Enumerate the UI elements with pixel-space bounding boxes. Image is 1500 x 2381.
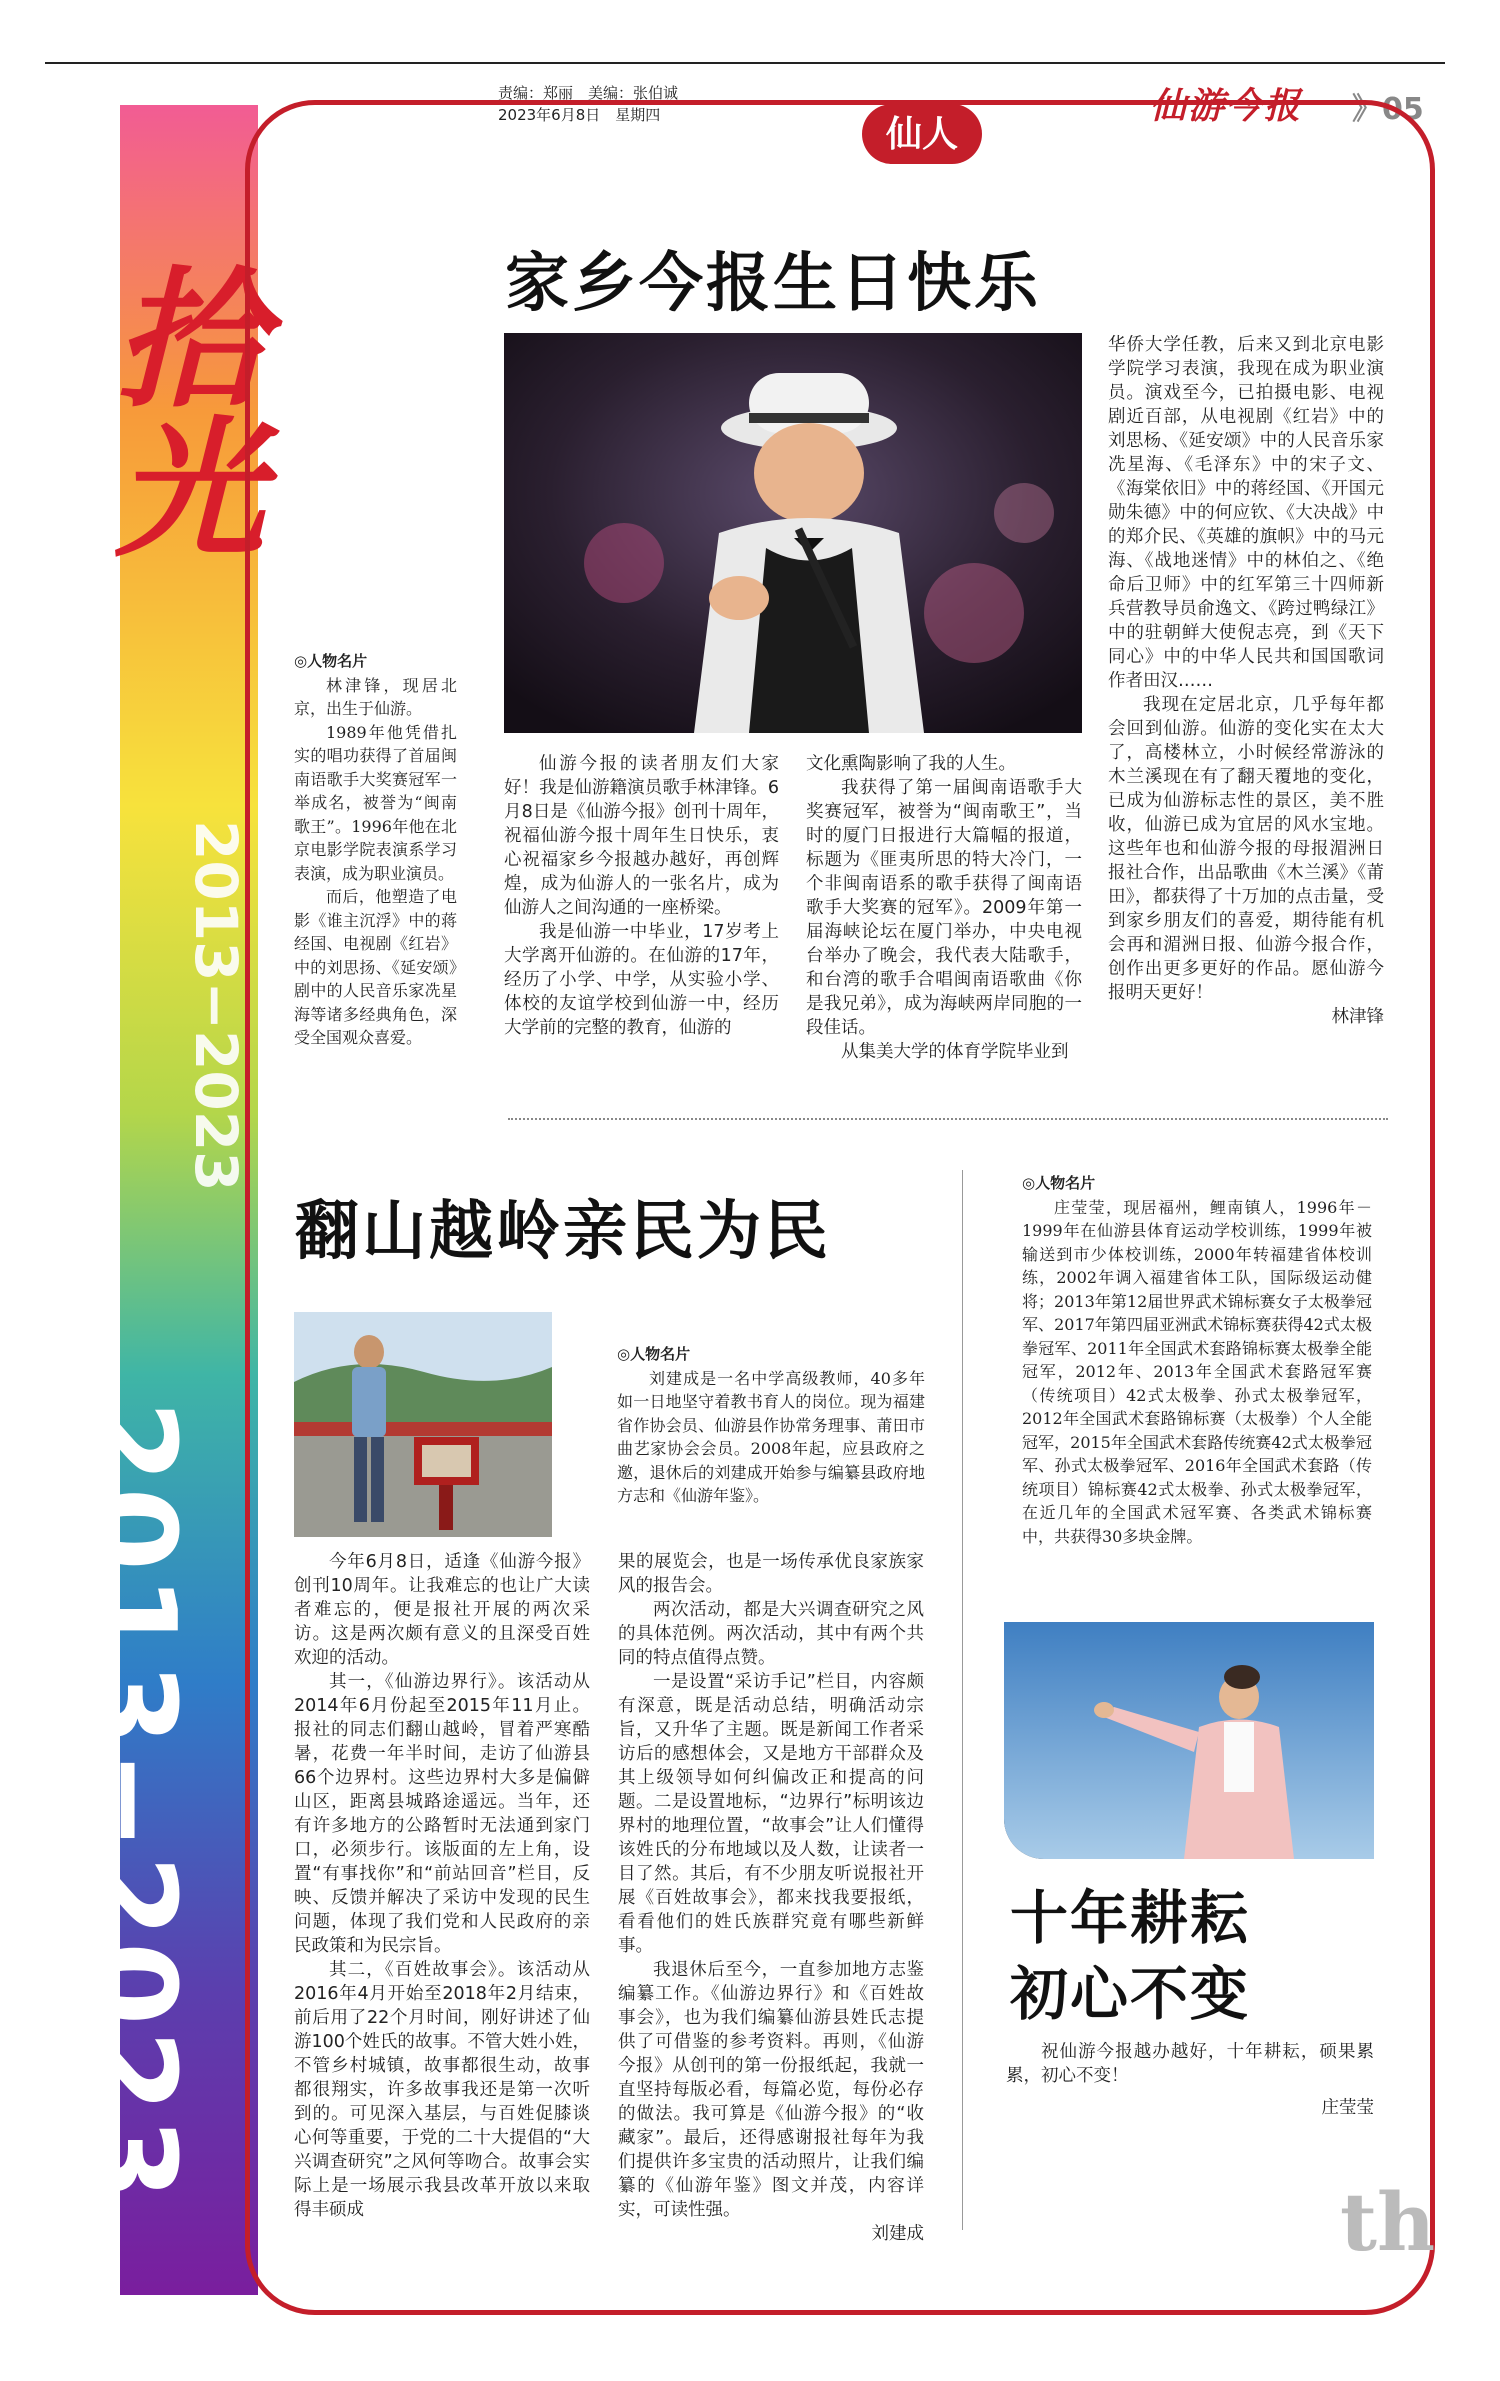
paragraph: 我获得了第一届闽南语歌手大奖赛冠军，被誉为“闽南歌王”，当时的厦门日报进行大篇幅的报道，标题为《匪夷所思的特大冷门，一个非闽南语系的歌手获得了闽南语歌手大奖赛的冠军》。2009年第一届海峡论坛在厦门举办，中央电视台举办了晚会，我代表大陆歌手，和台湾的歌手合唱闽南语歌曲《你是我兄弟》，成为海峡两岸同胞的一段佳话。 — [806, 778, 1082, 1038]
profile-paragraph: 林津锋，现居北京，出生于仙游。 — [294, 675, 457, 718]
paragraph: 其一，《仙游边界行》。该活动从2014年6月份起至2015年11月止。报社的同志们翻山越岭，冒着严寒酷暑，花费一年半时间，走访了仙游县66个边界村。这些边界村大多是偏僻山区，距离县城路途遥远。当年，还有许多地方的公路暂时无法通到家门口，必须步行。该版面的左上角，设置“有事找你”和“前站回音”栏目，反映、反馈并解决了采访中发现的民生问题，体现了我们党和人民政府的亲民政策和为民宗旨。 — [294, 1672, 590, 1956]
calligraphy-text: 拾光 — [89, 260, 265, 560]
article1-column-1 — [504, 752, 779, 1040]
profile-heading: ◎人物名片 — [1022, 1174, 1096, 1192]
teacher-photo-graphic — [294, 1312, 552, 1537]
article2-column-2 — [618, 1550, 924, 2246]
article3-title — [1010, 1880, 1250, 2032]
paragraph: 我是仙游一中毕业，17岁考上大学离开仙游的。在仙游的17年，经历了小学、中学，从实验小学、体校的友谊学校到仙游一中，经历大学前的完整的教育，仙游的 — [504, 922, 779, 1038]
top-rule — [45, 62, 1445, 64]
article3-title-line2: 初心不变 — [1010, 1960, 1251, 2028]
profile-heading: ◎人物名片 — [617, 1345, 691, 1363]
date-line: 2023年6月8日 星期四 — [498, 106, 661, 124]
article3-profile — [1022, 1172, 1372, 1548]
editors-line: 责编：郑丽 美编：张伯诚 — [498, 84, 679, 102]
calligraphy-title — [89, 260, 265, 560]
section-tag: 仙人 — [862, 104, 982, 164]
paragraph: 今年6月8日，适逢《仙游今报》创刊10周年。让我难忘的也让广大读者难忘的，便是报社开展的两次采访。这是两次颇有意义的且深受百姓欢迎的活动。 — [294, 1552, 590, 1668]
singer-photo — [504, 333, 1082, 733]
newspaper-brand: 仙游今报 — [1150, 85, 1303, 127]
article1-profile — [294, 650, 457, 1050]
paragraph: 祝仙游今报越办越好，十年耕耘，硕果累累，初心不变！ — [1006, 2042, 1374, 2086]
profile-heading: ◎人物名片 — [294, 652, 368, 670]
teacher-photo — [294, 1312, 552, 1537]
taichi-photo — [1004, 1622, 1374, 1859]
article3-title-line1: 十年耕耘 — [1010, 1884, 1251, 1952]
section-divider — [508, 1118, 1388, 1120]
paragraph: 其二，《百姓故事会》。该活动从2016年4月开始至2018年2月结束，前后用了22个月时间，刚好讲述了仙游100个姓氏的故事。不管大姓小姓，不管乡村城镇，故事都很生动，故事都很翔实，许多故事我还是第一次听到的。可见深入基层，与百姓促膝谈心何等重要，于党的二十大提倡的“大兴调查研究”之风何等吻合。故事会实际上是一场展示我县改革开放以来取得丰硕成 — [294, 1960, 590, 2220]
profile-paragraph: 庄莹莹，现居福州，鲤南镇人，1996年－1999年在仙游县体育运动学校训练，1999年被输送到市少体校训练，2000年转福建省体校训练，2002年调入福建省体工队，国际级运动健将；2013年第12届世界武术锦标赛女子太极拳冠军、2017年第四届亚洲武术锦标赛获得42式太极拳冠军、2011年全国武术套路锦标赛太极拳全能冠军，2012年、2013年全国武术套路冠军赛（传统项目）42式太极拳、孙式太极拳冠军，2012年全国武术套路锦标赛（太极拳）个人全能冠军，2015年全国武术套路传统赛42式太极拳冠军、孙式太极拳冠军、2016年全国武术套路（传统项目）锦标赛42式太极拳、孙式太极拳冠军，在近几年的全国武术冠军赛、各类武术锦标赛中，共获得30多块金牌。 — [1022, 1197, 1372, 1546]
paragraph: 果的展览会，也是一场传承优良家族家风的报告会。 — [618, 1552, 924, 1596]
article3-body — [1006, 2040, 1374, 2120]
year-range-small: 2013−2023 — [182, 820, 250, 1192]
article1-signature: 林津锋 — [1331, 1007, 1384, 1027]
taichi-photo-graphic — [1004, 1622, 1374, 1859]
profile-paragraph: 刘建成是一名中学高级教师，40多年如一日地坚守着教书育人的岗位。现为福建省作协会员、仙游县作协常务理事、莆田市曲艺家协会会员。2008年起，应县政府之邀，退休后的刘建成开始参与编纂县政府地方志和《仙游年鉴》。 — [617, 1368, 925, 1505]
profile-paragraph: 1989年他凭借扎实的唱功获得了首届闽南语歌手大奖赛冠军一举成名，被誉为“闽南歌王”。1996年他在北京电影学院表演系学习表演，成为职业演员。 — [294, 722, 457, 883]
paragraph: 我退休后至今，一直参加地方志鉴编纂工作。《仙游边界行》和《百姓故事会》，也为我们编纂仙游县姓氏志提供了可借鉴的参考资料。再则，《仙游今报》从创刊的第一份报纸起，我就一直坚持每版必看，每篇必览，每份必存的做法。我可算是《仙游今报》的“收藏家”。最后，还得感谢报社每年为我们提供许多宝贵的活动照片，让我们编纂的《仙游年鉴》图文并茂，内容详实，可读性强。 — [618, 1960, 924, 2220]
article2-title: 翻山越岭亲民为民 — [295, 1195, 831, 1269]
article1-title: 家乡今报生日快乐 — [505, 247, 1041, 321]
watermark-logo: th — [1340, 2175, 1436, 2269]
article2-column-1 — [294, 1550, 590, 2222]
paragraph: 从集美大学的体育学院毕业到 — [841, 1042, 1069, 1062]
article1-column-3 — [1108, 333, 1384, 1029]
article3-signature: 庄莹莹 — [1321, 2098, 1374, 2118]
article1-column-2 — [806, 752, 1082, 1064]
paragraph: 华侨大学任教，后来又到北京电影学院学习表演，我现在成为职业演员。演戏至今，已拍摄电影、电视剧近百部，从电视剧《红岩》中的刘思杨、《延安颂》中的人民音乐家冼星海、《毛泽东》中的宋子文、《海棠依旧》中的蒋经国、《开国元勋朱德》中的何应钦、《大决战》中的郑介民、《英雄的旗帜》中的马元海、《战地迷情》中的林伯之、《绝命后卫师》中的红军第三十四师新兵营教导员俞逸文、《跨过鸭绿江》中的驻朝鲜大使倪志亮，到《天下同心》中的中华人民共和国国歌词作者田汉…… — [1108, 335, 1384, 691]
paragraph: 一是设置“采访手记”栏目，内容颇有深意，既是活动总结，明确活动宗旨，又升华了主题。既是新闻工作者采访后的感想体会，又是地方干部群众及其上级领导如何纠偏改正和提高的问题。二是设置地标，“边界行”标明该边界村的地理位置，“故事会”让人们懂得该姓氏的分布地域以及人数，让读者一目了然。其后，有不少朋友听说报社开展《百姓故事会》，都来找我要报纸，看看他们的姓氏族群究竟有哪些新鲜事。 — [618, 1672, 924, 1956]
column-rule — [962, 1170, 963, 2230]
paragraph: 仙游今报的读者朋友们大家好！我是仙游籍演员歌手林津锋。6月8日是《仙游今报》创刊十周年，祝福仙游今报十周年生日快乐，衷心祝福家乡今报越办越好，再创辉煌，成为仙游人的一张名片，成为仙游人之间沟通的一座桥梁。 — [504, 754, 779, 918]
page-number: 》05 — [1352, 92, 1424, 127]
paragraph: 文化熏陶影响了我的人生。 — [806, 754, 1016, 774]
paragraph: 我现在定居北京，几乎每年都会回到仙游。仙游的变化实在太大了，高楼林立，小时候经常游泳的木兰溪现在有了翻天覆地的变化，已成为仙游标志性的景区，美不胜收，仙游已成为宜居的风水宝地。这些年也和仙游今报的母报湄洲日报社合作，出品歌曲《木兰溪》《莆田》，都获得了十万加的点击量，受到家乡朋友们的喜爱，期待能有机会再和湄洲日报、仙游今报合作，创作出更多更好的作品。愿仙游今报明天更好！ — [1108, 695, 1384, 1003]
singer-photo-graphic — [504, 333, 1082, 733]
year-range-large: 2013−2023 — [61, 1400, 200, 2205]
profile-paragraph: 而后，他塑造了电影《谁主沉浮》中的蒋经国、电视剧《红岩》中的刘思扬、《延安颂》剧中的人民音乐家冼星海等诸多经典角色，深受全国观众喜爱。 — [294, 887, 457, 1047]
article2-profile — [617, 1343, 925, 1508]
paragraph: 两次活动，都是大兴调查研究之风的具体范例。两次活动，其中有两个共同的特点值得点赞。 — [618, 1600, 924, 1668]
article2-signature: 刘建成 — [871, 2224, 924, 2244]
